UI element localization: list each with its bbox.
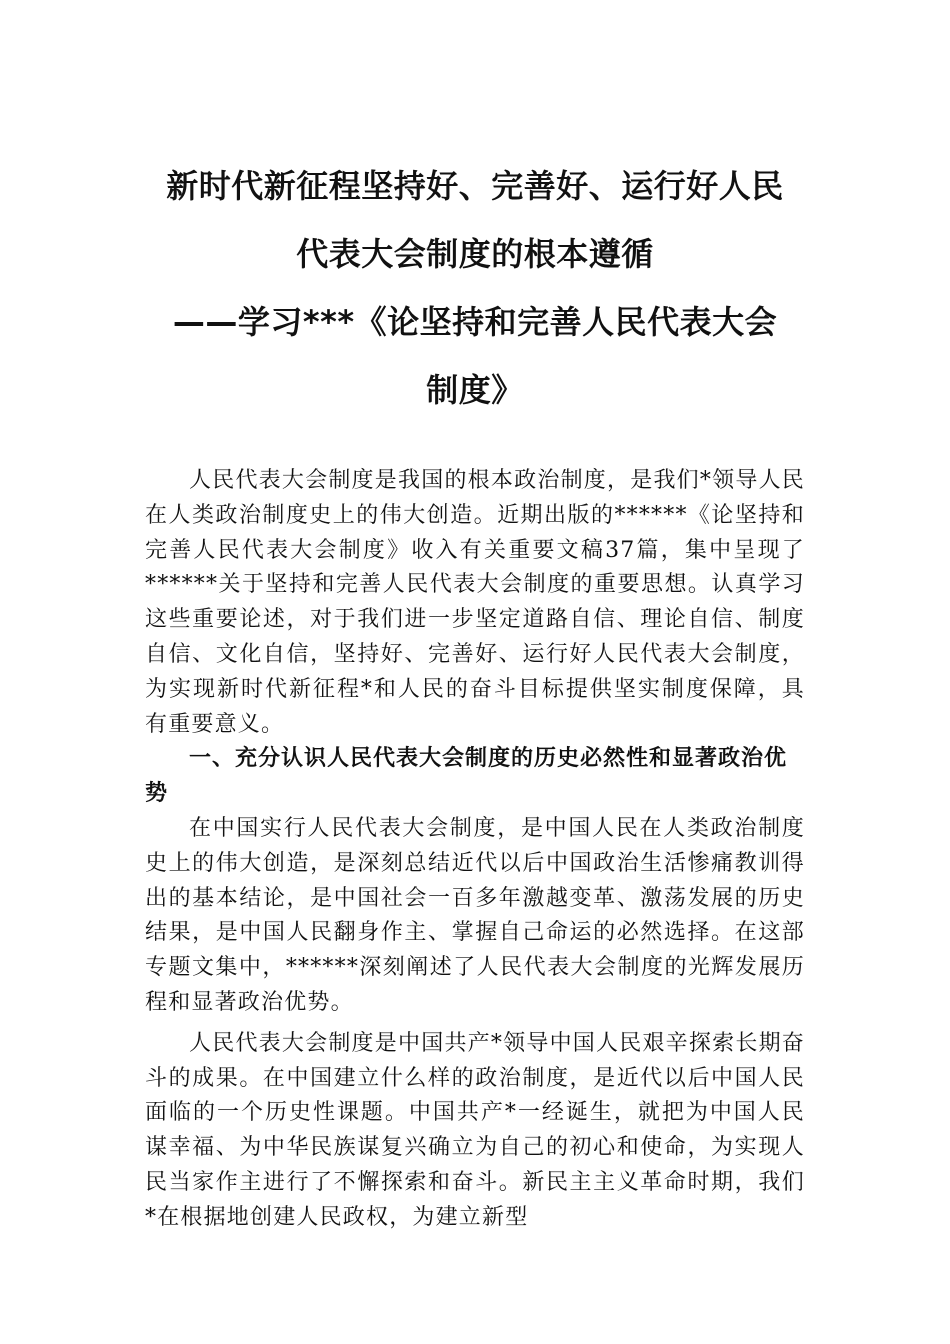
body-paragraph-3: 人民代表大会制度是中国共产*领导中国人民艰辛探索长期奋斗的成果。在中国建立什么样的政治制度，是近代以后中国人民面临的一个历史性课题。中国共产*一经诞生，就把为中国人民谋幸福、为中华民族谋复兴确立为自己的初心和使命，为实现人民当家作主进行了不懈探索和奋斗。新民主主义革命时期，我们*在根据地创建人民政权，为建立新型 <box>145 1030 805 1230</box>
subtitle-line-2: 制度》 <box>426 371 524 409</box>
title-line-1: 新时代新征程坚持好、完善好、运行好人民 <box>166 167 784 205</box>
intro-paragraph: 人民代表大会制度是我国的根本政治制度，是我们*领导人民在人类政治制度史上的伟大创造。近期出版的******《论坚持和完善人民代表大会制度》收入有关重要文稿37篇，集中呈现了******关于坚持和完善人民代表大会制度的重要思想。认真学习这些重要论述，对于我们进一步坚定道路自信、理论自信、制度自信、文化自信，坚持好、完善好、运行好人民代表大会制度，为实现新时代新征程*和人民的奋斗目标提供坚实制度保障，具有重要意义。 <box>145 468 805 737</box>
section-heading-1: 一、充分认识人民代表大会制度的历史必然性和显著政治优势 <box>145 746 788 807</box>
body-paragraph-2: 在中国实行人民代表大会制度，是中国人民在人类政治制度史上的伟大创造，是深刻总结近代以后中国政治生活惨痛教训得出的基本结论，是中国社会一百多年激越变革、激荡发展的历史结果，是中国人民翻身作主、掌握自己命运的必然选择。在这部专题文集中，******深刻阐述了人民代表大会制度的光辉发展历程和显著政治优势。 <box>145 815 805 1015</box>
title-line-2: 代表大会制度的根本遵循 <box>296 235 654 273</box>
document-title <box>120 152 830 424</box>
subtitle-line-1: ——学习***《论坚持和完善人民代表大会 <box>172 303 778 341</box>
document-body <box>145 464 805 1236</box>
